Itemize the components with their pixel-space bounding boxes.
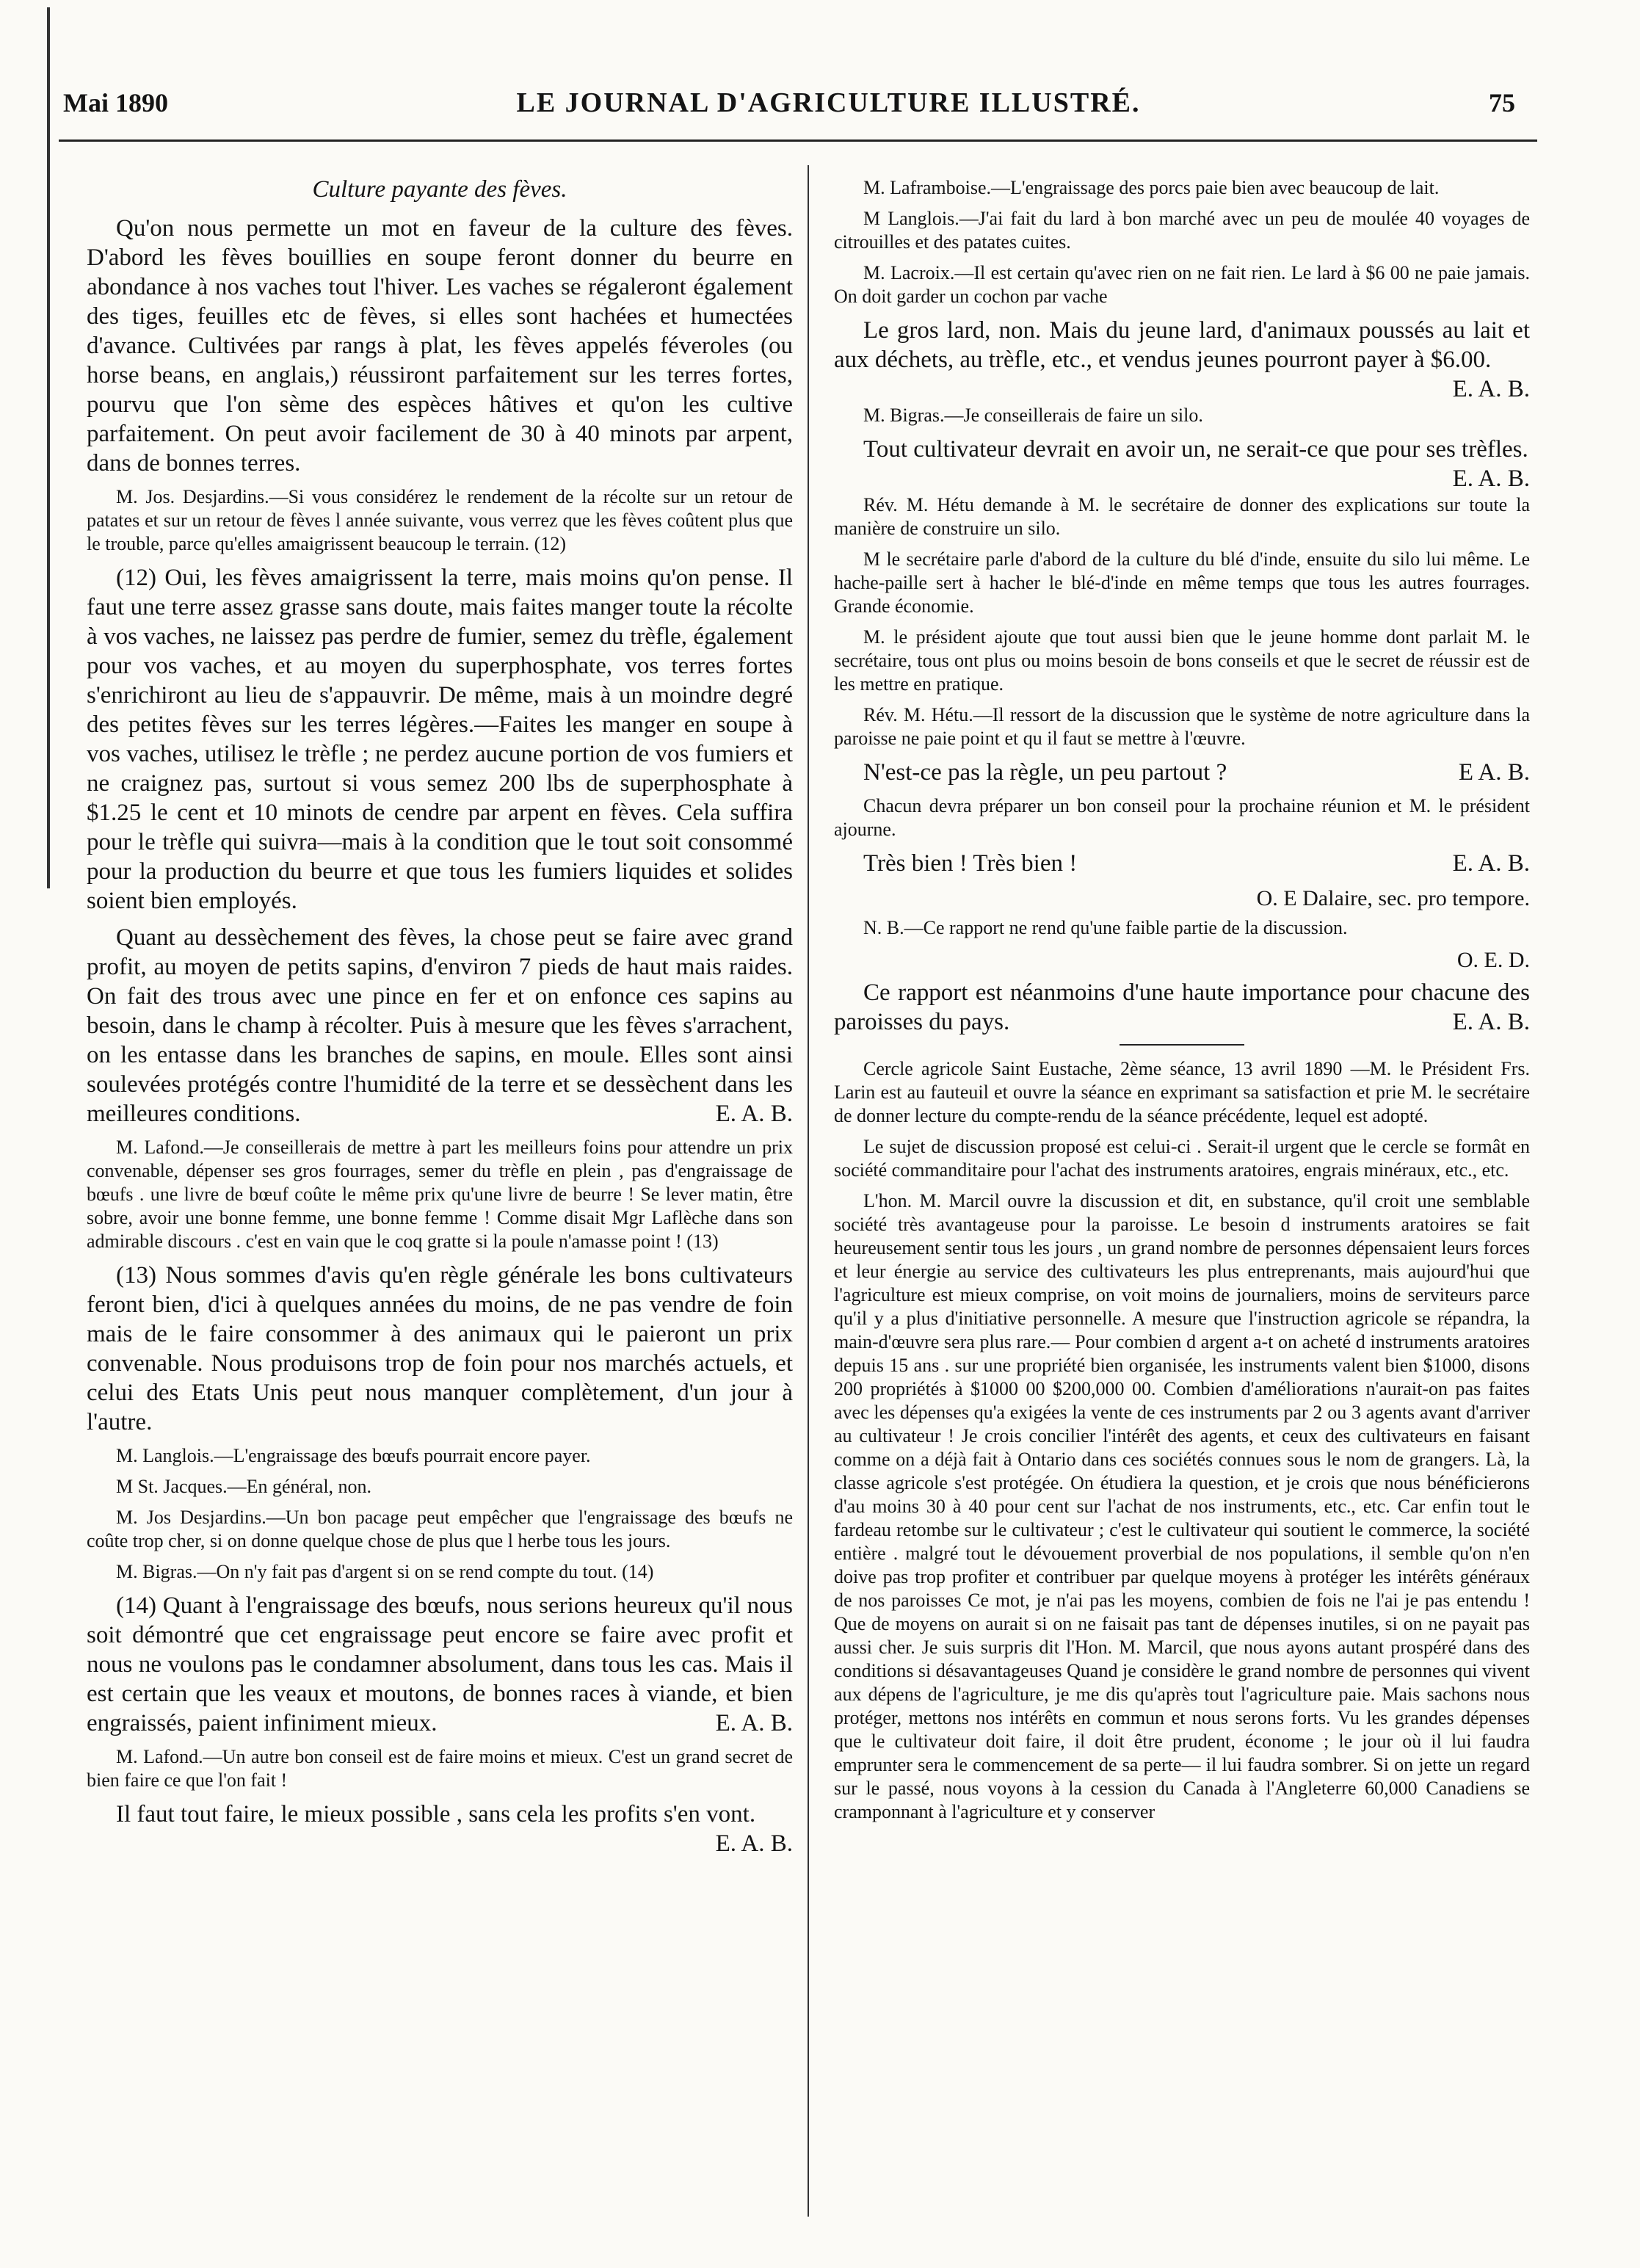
paragraph-text: Le gros lard, non. Mais du jeune lard, d'animaux poussés au lait et aux déchets, au trèfle, etc., et vendus jeunes pourront payer à $6.00. [834,317,1530,373]
paragraph [87,1800,793,1857]
paragraph: (13) Nous sommes d'avis qu'en règle générale les bons cultivateurs feront bien, d'ici à quelques années du moins, de ne pas vendre de foin mais de le faire consommer à des animaux qui le paieront un prix convenable. Nous produisons trop de foin pour nos marchés actuels, et celui des Etats Unis peut nous manquer complètement, d'un jour à l'autre. [87,1262,793,1435]
page-header [63,87,1515,131]
cercle-report: L'hon. M. Marcil ouvre la discussion et dit, en substance, qu'il croit une semblable société très avantageuse pour la paroisse. Le besoin d instruments aratoires se fait heureusement sentir tous les jours , un grand nombre de personnes dépensaient leurs forces et leur énergie au service des cultivateurs les plus entreprenants, mais aujourd'hui que l'agriculture est mieux comprise, on voit moins de journaliers, moins de serviteurs parce qu'il y a plus d'initiative personnelle. A mesure que l'instruction agricole se répandra, la main-d'œuvre sera plus rare.— Pour combien d argent a-t on acheté d instruments aratoires depuis 15 ans . sur une propriété bien organisée, les instruments valent bien $1000, disons 200 propriétés à $1000 00 $200,000 00. Combien d'améliorations n'aurait-on pas faites avec les dépenses qu'a exigées la vente de ces instruments par 2 ou 3 agents avant d'arriver au cultivateur ! Je crois concilier l'intérêt des agents, et ceux des cultivateurs en faisant comme on a déjà fait à Ontario dans ces sociétés connues sous le nom de grangers. Là, la classe agricole s'est protégée. On étudiera la question, et je crois que nous bénéficierons d'au moins 30 à 40 pour cent sur l'achat de nos instruments, etc., etc. Car enfin tout le fardeau retombe sur le cultivateur ; c'est le cultivateur qui soutient le commerce, la société entière . malgré tout le dévouement proverbial de nos populations, il semble qu'on n'en doive pas trop profiter et contribuer par quelque moyens à protéger les intérêts généraux de nos paroisses Ce mot, je n'ai pas les moyens, combien de fois ne l'ai je pas entendu ! Que de moyens on aurait si on ne faisait pas tant de dépenses inutiles, si on ne payait pas aussi cher. Je suis surpris dit l'Hon. M. Marcil, que nous ayons autant prospéré dans des conditions si désavantageuses Quand je considère le grand nombre de personnes qui vivent aux dépens de l'agriculture, je me dis qu'après tout l'agriculture paie. Mais sachons nous protéger, mettons nos intérêts en commun et nous serons forts. Vu les grandes dépenses que le cultivateur doit faire, il doit être prudent, économe ; le jour où il lui faudra emprunter sera le commencement de sa perte— il lui faudra sombrer. Si on jette un regard sur le passé, nous voyons à la cession du Canada à l'Angleterre 60,000 Canadiens se cramponnant à l'agriculture et y conserver [834,1190,1530,1822]
speaker-remark: M. Bigras.—Je conseillerais de faire un silo. [863,405,1203,426]
right-column [834,176,1530,2217]
signature: E. A. B. [1452,1009,1530,1035]
speaker-remark: M. Bigras.—On n'y fait pas d'argent si on se rend compte du tout. (14) [116,1561,654,1582]
left-column [87,176,793,2217]
issue-date: Mai 1890 [63,88,168,117]
note: N. B.—Ce rapport ne rend qu'une faible partie de la discussion. [863,917,1348,938]
speaker-remark: M. Lafond.—Je conseillerais de mettre à part les meilleurs foins pour attendre un prix convenable, dépenser ses gros fourrages, semer du trèfle en plein , pas d'engraissage de bœufs . une livre de bœuf coûte le même prix qu'une livre de beurre ! Se lever matin, être sobre, avoir une bonne femme, une bonne femme ! Comme disait Mgr Laflèche dans son admirable discours . c'est en vain que le coq gratte si la poule n'amasse point ! (13) [87,1137,793,1252]
paragraph [87,1591,793,1738]
speaker-remark: M. le président ajoute que tout aussi bien que le jeune homme dont parlait M. le secrétaire, tous ont plus ou moins besoin de bons conseils et que le secret de réussir est de les mettre en pratique. [834,626,1530,695]
speaker-remark: M. Jos. Desjardins.—Si vous considérez le rendement de la récolte sur un retour de patates et sur un retour de fèves l année suivante, vous verrez que les fèves coûtent plus que le trouble, parce qu'elles amaigrissent beaucoup le terrain. (12) [87,486,793,554]
speaker-remark: M. Lafond.—Un autre bon conseil est de faire moins et mieux. C'est un grand secret de bien faire ce que l'on fait ! [87,1746,793,1791]
speaker-remark: Rév. M. Hétu demande à M. le secrétaire de donner des explications sur toute la manière de construire un silo. [834,494,1530,539]
paragraph [834,316,1530,402]
speaker-remark: Rév. M. Hétu.—Il ressort de la discussion que le système de notre agriculture dans la paroisse ne paie point et qu il faut se mettre à l'œuvre. [834,704,1530,749]
paragraph: Qu'on nous permette un mot en faveur de la culture des fèves. D'abord les fèves bouillies en soupe feront donner du beurre en abondance à nos vaches tout l'hiver. Les vaches se régaleront également des tiges, feuilles etc de fèves, si elles sont hachées et humectées d'avance. Cultivées par rangs à plat, les fèves appelés féveroles (ou horse beans, en anglais,) réussiront parfaitement sur les terres fortes, pourvu que l'on sème des espèces hâtives et qu'on les cultive parfaitement. On peut avoir facilement de 30 à 40 minots par arpent, dans de bonnes terres. [87,215,793,477]
page-edge-line [47,7,50,888]
speaker-remark: M. Laframboise.—L'engraissage des porcs paie bien avec beaucoup de lait. [863,177,1440,198]
paragraph-text: N'est-ce pas la règle, un peu partout ? [863,759,1227,786]
signature: E. A. B. [715,1710,793,1736]
cercle-report: Cercle agricole Saint Eustache, 2ème séance, 13 avril 1890 —M. le Président Frs. Larin est au fauteuil et ouvre la séance en exprimant sa satisfaction et prie M. le secrétaire de donner lecture du compte-rendu de la séance précédente, lequel est adopté. [834,1058,1530,1126]
journal-title: LE JOURNAL D'AGRICULTURE ILLUSTRÉ. [516,87,1141,118]
paragraph: (12) Oui, les fèves amaigrissent la terre, mais moins qu'on pense. Il faut une terre assez grasse sans doute, mais faites manger toute la récolte à vos vaches, ne laissez pas perdre de fumier, semez du trèfle, également pour vos vaches, et au moyen du superphosphate, vos terres fortes s'enrichiront au lieu de s'appauvrir. De même, mais à un moindre degré des petites fèves sur les terres légères.—Faites les manger en soupe à vos vaches, utilisez le trèfle ; ne perdez aucune portion de vos fumiers et ne craignez pas, surtout si vous semez 200 lbs de superphosphate à $1.25 le cent et 10 minots de cendre par arpent en fèves. Cela suffira pour le trèfle qui suivra—mais à la condition que le tout soit consommé pour la production du beurre et que tous les fumiers liquides et solides soient bien employés. [87,565,793,914]
paragraph-text: Tout cultivateur devrait en avoir un, ne serait-ce que pour ses trèfles. [863,436,1528,463]
header-rule [59,140,1537,142]
paragraph-text: (14) Quant à l'engraissage des bœufs, nous serions heureux qu'il nous soit démontré que cet engraissage peut encore se faire avec profit et nous ne voulons pas le condamner absolument, dans tous les cas. Mais il est certain que les veaux et moutons, de bonnes races à viande, et bien engraissés, paient infiniment mieux. [87,1593,793,1736]
signature: E. A. B. [1452,850,1530,877]
signature: E. A. B. [1452,376,1530,402]
page-number: 75 [1489,88,1515,117]
speaker-remark: M. Lacroix.—Il est certain qu'avec rien on ne fait rien. Le lard à $6 00 ne paie jamais. On doit garder un cochon par vache [834,262,1530,307]
paragraph [834,978,1530,1037]
cercle-report: Le sujet de discussion proposé est celui-ci . Serait-il urgent que le cercle se formât en société commanditaire pour l'achat des instruments aratoires, engrais minéraux, etc., etc. [834,1136,1530,1181]
note-signature: O. E. D. [1456,948,1530,972]
section-rule [1120,1044,1244,1046]
signature: E A. B. [1458,759,1530,786]
paragraph [834,435,1530,492]
paragraph-text: Très bien ! Très bien ! [863,850,1078,877]
paragraph [87,923,793,1128]
speaker-remark: M Langlois.—J'ai fait du lard à bon marché avec un peu de moulée 40 voyages de citrouilles et des patates cuites. [834,208,1530,253]
speaker-remark: M. Langlois.—L'engraissage des bœufs pourrait encore payer. [116,1445,591,1466]
article-heading: Culture payante des fèves. [312,176,567,203]
signature: E. A. B. [715,1101,793,1127]
signature: E. A. B. [715,1830,793,1857]
speaker-remark: M St. Jacques.—En général, non. [116,1476,372,1497]
speaker-remark: Chacun devra préparer un bon conseil pour la prochaine réunion et M. le président ajourne. [834,795,1530,840]
signature: E. A. B. [1452,465,1530,492]
paragraph-text: Ce rapport est néanmoins d'une haute importance pour chacune des paroisses du pays. [834,979,1530,1035]
column-separator [808,165,809,2217]
paragraph [834,849,1530,878]
secretary-signature: O. E Dalaire, sec. pro tempore. [1256,886,1530,910]
speaker-remark: M. Jos Desjardins.—Un bon pacage peut empêcher que l'engraissage des bœufs ne coûte trop cher, si on donne quelque chose de plus que l herbe tous les jours. [87,1507,793,1551]
paragraph-text: Il faut tout faire, le mieux possible , sans cela les profits s'en vont. [116,1801,756,1827]
speaker-remark: M le secrétaire parle d'abord de la culture du blé d'inde, ensuite du silo lui même. Le hache-paille sert à hacher le blé-d'inde en même temps que tous les autres fourrages. Grande économie. [834,548,1530,617]
paragraph [834,758,1530,787]
paragraph-text: Quant au dessèchement des fèves, la chose peut se faire avec grand profit, au moyen de petits sapins, d'environ 7 pieds de haut mais raides. On fait des trous avec une pince en fer et on enfonce ces sapins au besoin, dans le champ à récolter. Puis à mesure que les fèves s'arrachent, on les entasse dans les branches de sapins, en moule. Elles sont ainsi soulevées protégés contre l'humidité de la terre et se dessèchent dans les meilleures conditions. [87,924,793,1127]
